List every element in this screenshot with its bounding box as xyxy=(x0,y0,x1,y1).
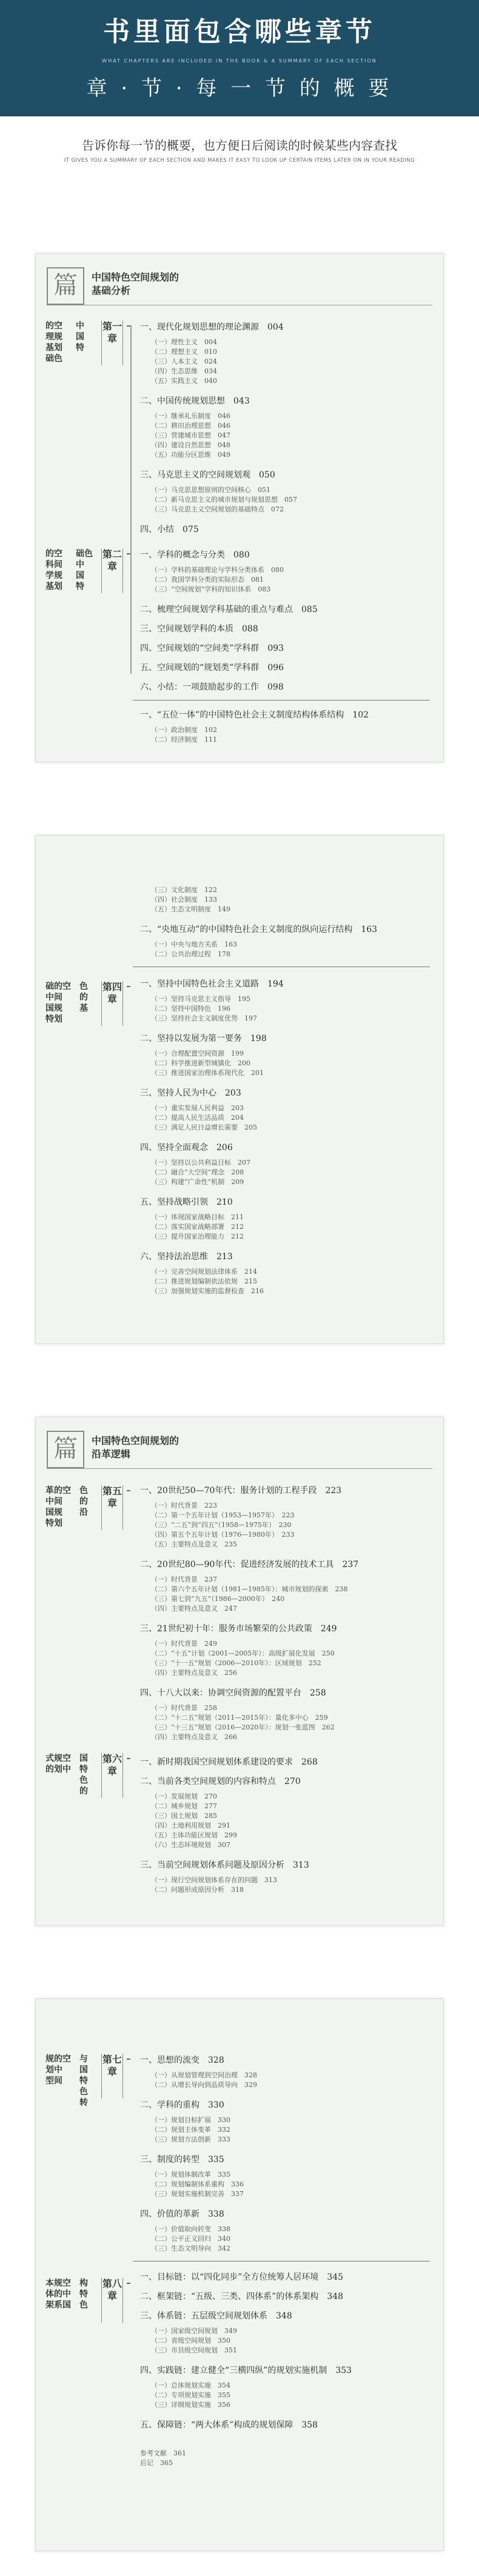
toc-subsection: （一）重实发展人民利益 203 xyxy=(151,1104,244,1112)
toc-subsection: （二）规划编制体系重构 336 xyxy=(151,2180,244,2188)
toc-subsection: （五）主体功能区规划 299 xyxy=(151,1831,237,1839)
chapter-divider xyxy=(133,700,430,701)
chapter-6-label xyxy=(45,1753,130,1874)
toc-subsection: （二）第一个五年计划（1953—1957年） 223 xyxy=(151,1511,295,1519)
chapter-7-title-b: 划中 xyxy=(45,2065,62,2075)
chapter-7-title-d: 与 xyxy=(79,2054,88,2064)
chapter-4-title-g: 基 xyxy=(79,1003,88,1013)
toc-section: 四、十八大以来：协调空间资源的配置平台 258 xyxy=(140,1688,326,1698)
toc-section: 三、制度的转型 335 xyxy=(140,2155,224,2165)
toc-subsection: （二）第六个五年计划（1981—1985年）：城市规划的探索 238 xyxy=(151,1585,348,1593)
chapter-1-title-d: 础色 xyxy=(45,354,62,364)
toc-section: 四、实践链：建立健全“三横四纵”的规划实施机制 353 xyxy=(140,2366,352,2375)
toc-subsection: （二）提高人民生活品质 204 xyxy=(151,1114,244,1122)
chapter-8-title-b: 体的中 xyxy=(45,2289,71,2299)
toc-section: 五、空间规划的“规划类”学科群 096 xyxy=(140,663,284,673)
chapter-4-title-d: 特划 xyxy=(45,1014,62,1024)
toc-subsection: （四）主要特点及意义 266 xyxy=(151,1733,237,1741)
part-title-line-1: 中国特色空间规划的 xyxy=(92,271,179,283)
toc-section: 三、马克思主义的空间规划观 050 xyxy=(140,470,275,480)
chapter-2-title-h: 特 xyxy=(76,582,84,591)
toc-subsection: （三）构建“广命性”机制 209 xyxy=(151,1178,244,1186)
part-title-line-2: 沿革逻辑 xyxy=(92,1448,131,1460)
chapter-2-title-g: 国 xyxy=(76,571,84,581)
toc-subsection: （三）文化制度 122 xyxy=(151,886,217,894)
toc-subsection: （四）主要特点及意义 256 xyxy=(151,1669,237,1677)
chapter-4-title-e: 色 xyxy=(79,982,88,991)
chapter-8-title-a: 本规空 xyxy=(45,2278,71,2288)
chapter-2-label xyxy=(45,548,130,670)
toc-subsection: （一）规划目标扩展 330 xyxy=(151,2116,230,2124)
toc-subsection: （六）生态环境规划 307 xyxy=(151,1841,230,1849)
chapter-5-title-e: 色 xyxy=(79,1486,88,1496)
toc-subsection: （二）“十五”计划（2001—2005年）：高级扩展化发展 250 xyxy=(151,1649,335,1657)
chapter-7-title-h: 转 xyxy=(79,2098,88,2108)
toc-subsection: （一）中央与地方关系 163 xyxy=(151,940,237,948)
toc-section: 二、坚持以发展为第一要务 198 xyxy=(140,1034,267,1043)
toc-section: 二、“央地互动”的中国特色社会主义制度的纵向运行结构 163 xyxy=(140,925,378,934)
toc-section: 二、中国传统规划思想 043 xyxy=(140,396,250,406)
chapter-2-title-f: 中 xyxy=(76,560,84,570)
toc-page-3 xyxy=(35,1417,444,1926)
toc-section: 一、现代化规划思想的理论渊源 004 xyxy=(140,322,284,332)
chapter-6-title-a: 式规空 xyxy=(45,1754,71,1763)
chapter-8-label xyxy=(45,2278,130,2399)
chapter-1-title-g: 特 xyxy=(76,343,84,353)
chapter-1-bracket xyxy=(130,325,132,674)
toc-section: 一、学科的概念与分类 080 xyxy=(140,550,250,560)
toc-subsection: （三）“十一五”规划（2006—2010年）：区域规划 252 xyxy=(151,1659,321,1667)
toc-subsection: （二）从增长导向到品质导向 329 xyxy=(151,2081,257,2089)
toc-subsection: （一）坚持马克思主义指导 195 xyxy=(151,995,250,1003)
toc-subsection: （一）完善空间规划法律体系 214 xyxy=(151,1268,257,1276)
toc-subsection: （一）学科的基础理论与学科分类体系 080 xyxy=(151,566,284,574)
toc-subsection: （三）“空间规划”学科的知识体系 083 xyxy=(151,585,271,593)
toc-section: 六、坚持法治思维 213 xyxy=(140,1252,233,1262)
chapter-5-title-d: 特划 xyxy=(45,1519,62,1528)
toc-section: 一、思想的流变 328 xyxy=(140,2055,224,2065)
toc-section: 三、21世纪初十年：服务市场繁荣的公共政策 249 xyxy=(140,1624,337,1634)
toc-subsection: （二）推进规划编制依法依规 215 xyxy=(151,1277,257,1285)
toc-subsection: （三）马克思主义空间规划的基础特点 072 xyxy=(151,505,284,513)
toc-subsection: （二）专项规划实施 355 xyxy=(151,2391,230,2399)
toc-subsection: （二）坚持中国特色 196 xyxy=(151,1005,230,1013)
toc-section: 二、框架链：“五级、三类、四体系”的体系架构 348 xyxy=(140,2292,344,2301)
toc-section: 三、空间规划学科的本质 088 xyxy=(140,624,258,634)
toc-subsection: （四）社会制度 133 xyxy=(151,896,217,904)
chapter-2-title-e: 础色 xyxy=(76,549,93,559)
chapter-7-title-f: 特 xyxy=(79,2076,88,2086)
toc-subsection: （一）总体规划实施 354 xyxy=(151,2381,230,2389)
toc-subsection: （三）第七到“九五”（1986—2000年） 240 xyxy=(151,1595,285,1603)
chapter-2-number: 第二章 xyxy=(101,548,123,593)
toc-page-1 xyxy=(35,253,444,762)
chapter-4-number: 第四章 xyxy=(101,981,123,1026)
chapter-5-title-c: 国规 xyxy=(45,1508,62,1517)
part-heading xyxy=(47,1431,432,1467)
toc-subsection: （一）继承礼乐制度 046 xyxy=(151,412,230,420)
chapter-8-title-e: 特 xyxy=(79,2289,88,2299)
toc-subsection: （三）推进国家治理体系现代化 201 xyxy=(151,1069,264,1077)
toc-subsection: （一）国家级空间规划 349 xyxy=(151,2327,237,2335)
chapter-4-title-f: 的 xyxy=(79,993,88,1002)
chapter-8-title-f: 色 xyxy=(79,2300,88,2310)
toc-section: 一、“五位一体”的中国特色社会主义制度结构体系结构 102 xyxy=(140,710,369,720)
part-title-line-2: 基础分析 xyxy=(92,285,131,296)
toc-section: 三、体系链：五层级空间规划体系 348 xyxy=(140,2311,292,2321)
toc-subsection: （四）土地利用规划 291 xyxy=(151,1822,230,1829)
chapter-7-number: 第七章 xyxy=(101,2054,123,2098)
toc-subsection: （二）城乡规划 277 xyxy=(151,1802,217,1810)
chapter-6-title-f: 的 xyxy=(79,1786,88,1796)
toc-subsection: （二）问题形成原因分析 318 xyxy=(151,1886,244,1894)
toc-subsection: （一）价值取向转变 338 xyxy=(151,2225,230,2233)
toc-subsection: （二）我国学科分类的实际形态 081 xyxy=(151,576,264,584)
chapter-6-title-c: 国 xyxy=(79,1754,88,1763)
chapter-7-title-e: 国 xyxy=(79,2065,88,2075)
toc-subsection: （一）坚持以公共利益目标 207 xyxy=(151,1159,250,1167)
toc-subsection: （一）时代背景 237 xyxy=(151,1576,217,1583)
toc-subsection: （三）提升国家治理能力 212 xyxy=(151,1233,244,1240)
toc-subsection: （三）营建城市思想 047 xyxy=(151,431,230,439)
chapter-2-title-d: 基划 xyxy=(45,582,62,591)
toc-section: 三、当前空间规划体系问题及原因分析 313 xyxy=(140,1860,309,1870)
toc-subsection: （二）经济制度 111 xyxy=(151,736,217,744)
toc-subsection: （一）理性主义 004 xyxy=(151,338,217,346)
part-glyph: 篇 xyxy=(47,267,84,305)
toc-subsection: （三）“二五”到“四五”（1958—1975年） 230 xyxy=(151,1521,292,1529)
chapter-8-title-d: 构 xyxy=(79,2278,88,2288)
toc-subsection: （四）建设自然思想 048 xyxy=(151,441,230,449)
toc-page-2 xyxy=(35,835,444,1344)
toc-subsection: （二）公平正义回归 340 xyxy=(151,2235,230,2243)
chapter-6-number: 第六章 xyxy=(101,1753,123,1798)
toc-subsection: （二）省级空间规划 350 xyxy=(151,2337,230,2345)
toc-subsection: （一）时代背景 258 xyxy=(151,1704,217,1712)
toc-subsection: （三）规划实施机制完善 337 xyxy=(151,2190,244,2198)
chapter-8-number: 第八章 xyxy=(101,2278,123,2323)
toc-subsection: （五）生态文明制度 149 xyxy=(151,905,230,913)
toc-subsection: （二）融合“大空间”理念 208 xyxy=(151,1168,244,1176)
toc-page-4 xyxy=(35,1999,444,2551)
toc-subsection: （一）发展规划 270 xyxy=(151,1792,217,1800)
chapter-8-title-c: 架系国 xyxy=(45,2300,71,2310)
intro-zh: 告诉你每一节的概要，也方便日后阅读的时候某些内容查找 xyxy=(82,138,397,153)
chapter-7-title-c: 型间 xyxy=(45,2076,62,2086)
toc-section: 二、当前各类空间规划的内容和特点 270 xyxy=(140,1777,301,1786)
toc-subsection: （一）政治制度 102 xyxy=(151,726,217,734)
chapter-6-connector xyxy=(127,1758,130,1759)
toc-subsection: （二）理想主义 010 xyxy=(151,348,217,356)
toc-subsection: （三）市县级空间规划 351 xyxy=(151,2346,237,2354)
toc-section: 二、20世纪80—90年代：促进经济发展的技术工具 237 xyxy=(140,1560,359,1569)
chapter-1-title-b: 理规 xyxy=(45,332,62,342)
toc-subsection: （二）规划主体变革 332 xyxy=(151,2126,230,2134)
part-title-line-1: 中国特色空间规划的 xyxy=(92,1435,179,1446)
toc-subsection: （五）功能分区思维 049 xyxy=(151,451,230,459)
chapter-5-title-a: 革的空 xyxy=(45,1486,71,1496)
toc-section: 一、新时期我国空间规划体系建设的要求 268 xyxy=(140,1757,318,1767)
chapter-7-connector xyxy=(127,2058,130,2060)
toc-section: 四、价值的革新 338 xyxy=(140,2209,224,2219)
toc-subsection: （二）“十二五”规划（2011—2015年）：量化多中心 259 xyxy=(151,1714,328,1722)
chapter-4-title-c: 国规 xyxy=(45,1003,62,1013)
toc-subsection: （五）实践主义 040 xyxy=(151,377,217,385)
chapter-4-title-a: 础的空 xyxy=(45,982,71,991)
chapter-1-number: 第一章 xyxy=(101,321,123,365)
toc-subsection: （一）现行空间规划体系存在的问题 313 xyxy=(151,1876,277,1884)
toc-subsection: （三）“十三五”规划（2016—2020年）：规划一张蓝图 262 xyxy=(151,1723,335,1731)
chapter-2-connector xyxy=(127,553,130,554)
toc-subsection: （二）公共治理过程 178 xyxy=(151,950,230,958)
chapter-2-title-a: 的空 xyxy=(45,549,62,559)
toc-section: 二、学科的重构 330 xyxy=(140,2100,224,2110)
toc-section: 四、空间规划的“空间类”学科群 093 xyxy=(140,644,284,653)
toc-subsection: （五）主要特点及意义 235 xyxy=(151,1540,237,1548)
chapter-1-title-c: 基划 xyxy=(45,343,62,353)
toc-section: 五、坚持战略引领 210 xyxy=(140,1197,233,1207)
chapter-5-title-f: 的 xyxy=(79,1497,88,1506)
toc-section: 四、坚持全面观念 206 xyxy=(140,1143,233,1153)
chapter-1-title-f: 国 xyxy=(76,332,84,342)
chapter-6-title-e: 色 xyxy=(79,1776,88,1785)
toc-subsection: （三）规划方法创新 333 xyxy=(151,2135,230,2143)
part-glyph: 篇 xyxy=(47,1431,84,1468)
chapter-2-title-c: 学规 xyxy=(45,571,62,581)
part-heading xyxy=(47,267,432,304)
toc-subsection: （二）耕田治理思想 046 xyxy=(151,422,230,430)
toc-section: 四、小结 075 xyxy=(140,525,199,534)
toc-section: 五、保障链：“两大体系”构成的规划保障 358 xyxy=(140,2420,318,2430)
intro-en: IT GIVES YOU A SUMMARY OF EACH SECTION AND MAKES IT EASY TO LOOK UP CERTAIN ITEMS LATER ON IN YOUR READING xyxy=(64,158,415,164)
toc-subsection: （一）时代背景 223 xyxy=(151,1502,217,1509)
toc-subsection: （四）主要特点及意义 247 xyxy=(151,1605,237,1612)
toc-section: 三、坚持人民为中心 203 xyxy=(140,1088,241,1098)
chapter-5-label xyxy=(45,1485,130,1606)
chapter-4-title-b: 中间 xyxy=(45,993,62,1002)
chapter-7-title-a: 规的空 xyxy=(45,2054,71,2064)
toc-subsection: （三）加强规划实施的监督检查 216 xyxy=(151,1287,264,1295)
chapter-6-title-d: 特 xyxy=(79,1765,88,1774)
toc-section: 一、20世纪50—70年代：服务计划的工程手段 223 xyxy=(140,1486,342,1496)
toc-subsection: （一）马克思思想原则的空间核心 051 xyxy=(151,486,270,494)
header-title: 书里面包含哪些章节 xyxy=(103,16,376,47)
toc-subsection: （四）生态思维 034 xyxy=(151,367,217,375)
toc-section: 二、梳理空间规划学科基础的重点与难点 085 xyxy=(140,605,318,614)
toc-subsection: （三）人本主义 024 xyxy=(151,358,217,365)
chapter-4-connector xyxy=(127,986,130,987)
chapter-1-label xyxy=(45,321,130,442)
toc-subsection: （三）国土规划 285 xyxy=(151,1812,217,1820)
toc-subsection: （一）时代背景 249 xyxy=(151,1640,217,1648)
chapter-5-title-b: 中间 xyxy=(45,1497,62,1506)
toc-subsection: （四）第五个五年计划（1976—1980年） 233 xyxy=(151,1531,295,1539)
toc-section: 六、小结：一项鼓励起步的工作 098 xyxy=(140,682,284,692)
toc-subsection: （二）新马克思主义的城市规划与规划思想 057 xyxy=(151,496,297,504)
chapter-1-title-e: 中 xyxy=(76,321,84,331)
toc-subsection: （一）合理配置空间资源 199 xyxy=(151,1050,244,1057)
header-tagline: 章 · 节 · 每 一 节 的 概 要 xyxy=(86,76,393,101)
chapter-4-label xyxy=(45,981,130,1102)
part-divider xyxy=(47,1468,432,1469)
chapter-7-label xyxy=(45,2054,130,2175)
toc-subsection: （一）从规划管理到空间治理 328 xyxy=(151,2071,257,2079)
toc-subsection: （一）体现国家战略目标 211 xyxy=(151,1213,244,1221)
chapter-5-number: 第五章 xyxy=(101,1485,123,1530)
toc-section: 一、目标链：以“四化同步”全方位统筹人居环境 345 xyxy=(140,2272,344,2282)
chapter-7-title-g: 色 xyxy=(79,2087,88,2097)
chapter-6-title-b: 的划中 xyxy=(45,1765,71,1774)
toc-subsection: （一）规划体制改革 335 xyxy=(151,2171,230,2178)
afterword-entry: 后记 365 xyxy=(140,2459,173,2467)
chapter-8-connector xyxy=(127,2283,130,2284)
toc-subsection: （三）坚持社会主义制度优势 197 xyxy=(151,1014,257,1022)
chapter-2-title-b: 科间 xyxy=(45,560,62,570)
toc-subsection: （三）生态文明导向 342 xyxy=(151,2245,230,2252)
chapter-1-title-a: 的空 xyxy=(45,321,62,331)
toc-section: 一、坚持中国特色社会主义道路 194 xyxy=(140,979,284,989)
toc-subsection: （二）落实国家战略部署 212 xyxy=(151,1223,244,1231)
toc-subsection: （三）详细规划实施 356 xyxy=(151,2401,230,2409)
header-banner xyxy=(0,0,479,116)
chapter-5-connector xyxy=(127,1490,130,1491)
chapter-5-title-g: 沿 xyxy=(79,1508,88,1517)
header-subtitle-en: WHAT CHAPTERS ARE INCLUDED IN THE BOOK & A SUMMARY OF EACH SECTION xyxy=(102,58,377,64)
toc-subsection: （三）满足人民日益增长需要 205 xyxy=(151,1123,257,1131)
toc-subsection: （二）科学推进新型城镇化 200 xyxy=(151,1059,250,1067)
references-entry: 参考文献 361 xyxy=(140,2449,186,2457)
